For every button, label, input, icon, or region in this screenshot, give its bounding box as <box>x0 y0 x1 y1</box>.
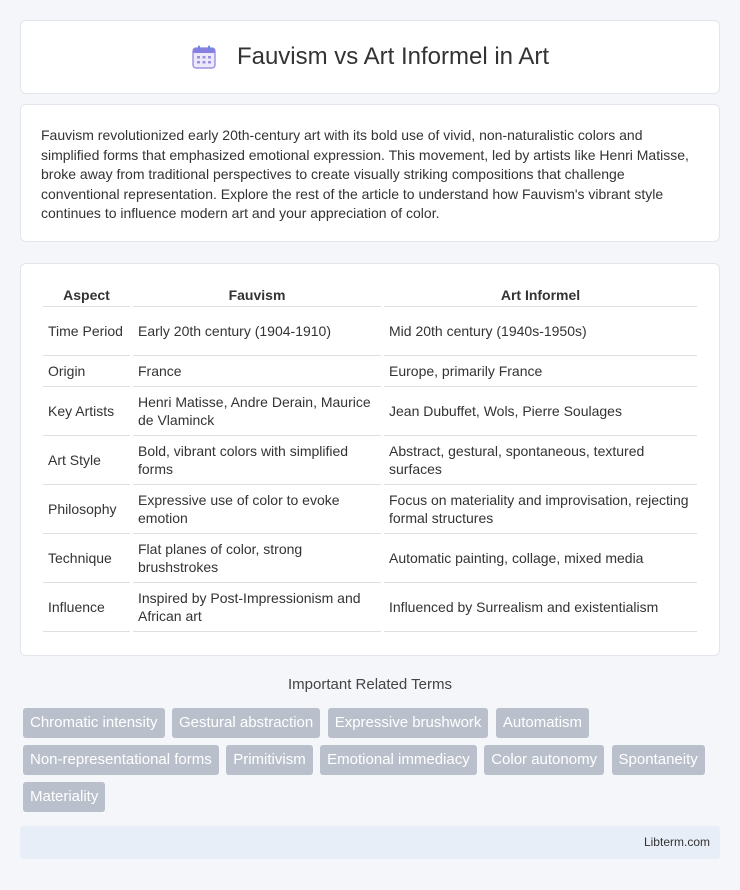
table-cell: Key Artists <box>43 387 130 436</box>
table-cell: Abstract, gestural, spontaneous, textured surfaces <box>384 436 697 485</box>
tag-spontaneity[interactable]: Spontaneity <box>612 745 705 775</box>
table-cell: Henri Matisse, Andre Derain, Maurice de Vlaminck <box>133 387 381 436</box>
related-terms-title: Important Related Terms <box>288 676 452 693</box>
intro-paragraph: Fauvism revolutionized early 20th-century art with its bold use of vivid, non-naturalistic colors and simplified forms that emphasized emotional expression. This movement, led by artists like Henri Matisse, broke away from traditional perspectives to create visually striking compositions that challenge conventional representation. Explore the rest of the article to understand how Fauvism's vibrant style continues to influence modern art and your appreciation of color. <box>41 127 689 221</box>
table-cell: Art Style <box>43 436 130 485</box>
header-aspect: Aspect <box>43 283 130 307</box>
table-cell: Origin <box>43 356 130 387</box>
comparison-table <box>40 283 700 632</box>
table-cell: France <box>133 356 381 387</box>
table-cell: Philosophy <box>43 485 130 534</box>
tag-materiality[interactable]: Materiality <box>23 782 105 812</box>
table-row <box>43 583 697 632</box>
table-cell: Expressive use of color to evoke emotion <box>133 485 381 534</box>
table-header-row <box>43 283 697 307</box>
comparison-card <box>20 263 720 656</box>
table-cell: Inspired by Post-Impressionism and African art <box>133 583 381 632</box>
tag-automatism[interactable]: Automatism <box>496 708 589 738</box>
tag-primitivism[interactable]: Primitivism <box>226 745 313 775</box>
header-art-informel: Art Informel <box>384 283 697 307</box>
page-title: Fauvism vs Art Informel in Art <box>236 43 550 70</box>
tag-color-autonomy[interactable]: Color autonomy <box>484 745 604 775</box>
header-fauvism: Fauvism <box>133 283 381 307</box>
footer-site-link[interactable]: Libterm.com <box>643 835 710 849</box>
table-cell: Automatic painting, collage, mixed media <box>384 534 697 583</box>
tag-emotional-immediacy[interactable]: Emotional immediacy <box>320 745 477 775</box>
table-cell: Focus on materiality and improvisation, rejecting formal structures <box>384 485 697 534</box>
table-row <box>43 485 697 534</box>
calendar-icon <box>191 44 217 70</box>
table-cell: Early 20th century (1904-1910) <box>133 307 381 356</box>
title-card <box>20 20 720 94</box>
footer <box>20 826 720 859</box>
table-cell: Influence <box>43 583 130 632</box>
table-cell: Flat planes of color, strong brushstrokes <box>133 534 381 583</box>
tag-chromatic-intensity[interactable]: Chromatic intensity <box>23 708 165 738</box>
tag-expressive-brushwork[interactable]: Expressive brushwork <box>328 708 489 738</box>
table-cell: Technique <box>43 534 130 583</box>
tag-gestural-abstraction[interactable]: Gestural abstraction <box>172 708 320 738</box>
table-cell: Europe, primarily France <box>384 356 697 387</box>
table-cell: Bold, vibrant colors with simplified forms <box>133 436 381 485</box>
related-terms-list <box>23 708 723 819</box>
intro-card <box>20 104 720 242</box>
table-row <box>43 534 697 583</box>
table-row <box>43 436 697 485</box>
tag-non-representational-forms[interactable]: Non-representational forms <box>23 745 219 775</box>
table-cell: Influenced by Surrealism and existentialism <box>384 583 697 632</box>
table-row <box>43 387 697 436</box>
table-row <box>43 307 697 356</box>
table-cell: Jean Dubuffet, Wols, Pierre Soulages <box>384 387 697 436</box>
table-row <box>43 356 697 387</box>
table-cell: Time Period <box>43 307 130 356</box>
table-cell: Mid 20th century (1940s-1950s) <box>384 307 697 356</box>
